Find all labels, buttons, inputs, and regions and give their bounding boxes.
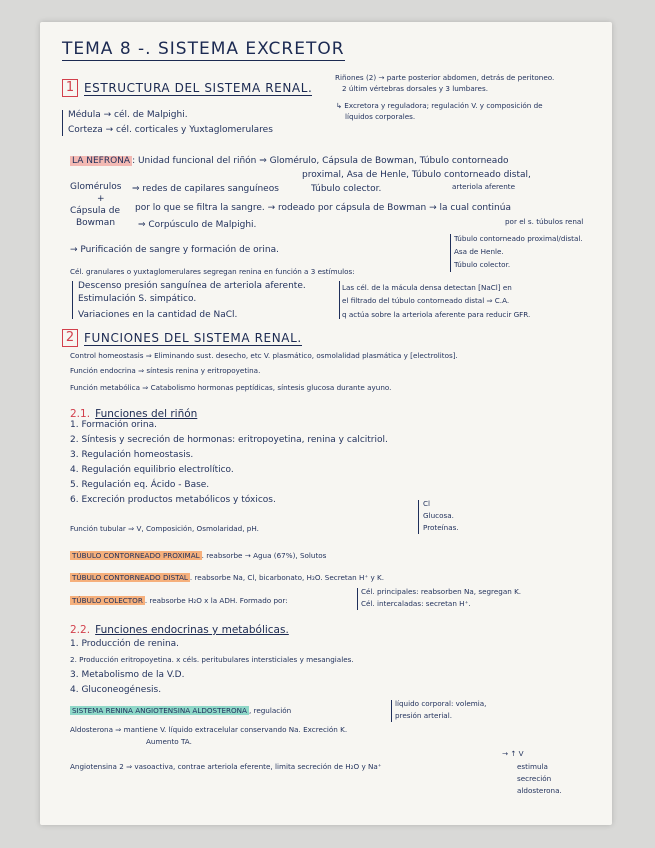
section-heading: FUNCIONES DEL SISTEMA RENAL. — [84, 331, 302, 345]
endo-item: 4. Gluconeogénesis. — [70, 685, 162, 695]
filtra-line: por lo que se filtra la sangre. → rodeado por cápsula de Bowman → la cual continúa — [135, 203, 511, 213]
tc-note-2: Cél. intercaladas: secretan H⁺. — [361, 599, 471, 608]
estimulo-item: Estimulación S. simpático. — [78, 294, 197, 304]
tcd-label: TÚBULO CONTORNEADO DISTAL — [72, 573, 188, 582]
tubular-item: Proteínas. — [423, 523, 459, 532]
macula-note-2: el filtrado del túbulo contorneado distal ⇒ C.A. — [342, 296, 510, 305]
tc-label: TÚBULO COLECTOR — [72, 596, 143, 605]
subsection-2-2 — [70, 619, 289, 637]
endo-item: 1. Producción de renina. — [70, 639, 180, 649]
yuxta-line: Cél. granulares o yuxtaglomerulares segregan renina en función a 3 estímulos: — [70, 267, 355, 276]
angio-note: estimula — [517, 762, 548, 771]
tubulo-item: Túbulo colector. — [454, 260, 511, 269]
nefrona-def: : Unidad funcional del riñón ⇒ Glomérulo, Cápsula de Bowman, Túbulo contorneado — [132, 156, 509, 166]
metabolica-line: Función metabólica ⇒ Catabolismo hormonas peptídicas, síntesis glucosa durante ayuno. — [70, 383, 392, 392]
medula-line: Médula → cél. de Malpighi. — [68, 110, 188, 120]
tcp-line — [70, 552, 326, 560]
subsection-number: 2.2. — [70, 624, 91, 636]
nefrona-label: LA NEFRONA — [72, 156, 131, 166]
endo-item: 3. Metabolismo de la V.D. — [70, 670, 185, 680]
tubulo-item: Túbulo contorneado proximal/distal. — [454, 234, 583, 243]
angio-note: aldosterona. — [517, 786, 562, 795]
sraa-note-2: presión arterial. — [395, 711, 452, 720]
section-number-box: 1 — [62, 79, 78, 97]
brace — [450, 234, 451, 272]
funcion-item: 1. Formación orina. — [70, 420, 157, 430]
endo-item: 2. Producción eritropoyetina. x céls. peritubulares intersticiales y mesangiales. — [70, 655, 354, 664]
tubulo-item: Asa de Henle. — [454, 247, 504, 256]
funcion-item: 5. Regulación eq. Ácido - Base. — [70, 480, 210, 490]
brace — [336, 281, 340, 319]
angio-note: → ↑ V — [502, 749, 524, 758]
section-heading: ESTRUCTURA DEL SISTEMA RENAL. — [84, 81, 313, 95]
endocrina-line: Función endocrina ⇒ síntesis renina y eritropoyetina. — [70, 366, 261, 375]
glomerulo-def: ⇒ redes de capilares sanguíneos — [132, 184, 279, 194]
macula-note: Las cél. de la mácula densa detectan [NaCl] en — [342, 283, 512, 292]
rinones-note-2: 2 últim vértebras dorsales y 3 lumbares. — [342, 84, 489, 93]
subsection-2-1 — [70, 403, 197, 421]
funcion-item: 4. Regulación equilibrio electrolítico. — [70, 465, 234, 475]
funcion-item: 2. Síntesis y secreción de hormonas: eritropoyetina, renina y calcitriol. — [70, 435, 388, 445]
subsection-number: 2.1. — [70, 408, 91, 420]
aldosterona-line-2: Aumento TA. — [146, 737, 192, 746]
macula-note-3: q actúa sobre la arteriola aferente para reducir GFR. — [342, 310, 531, 319]
aldosterona-line: Aldosterona ⇒ mantiene V. líquido extracelular conservando Na. Excreción K. — [70, 725, 348, 734]
section-1-header — [62, 78, 312, 97]
excretora-note-2: líquidos corporales. — [345, 112, 416, 121]
sraa-line — [70, 707, 291, 715]
section-number-box: 2 — [62, 329, 78, 347]
estimulo-item: Descenso presión sanguínea de arteriola aferente. — [78, 281, 306, 291]
page-title: TEMA 8 -. SISTEMA EXCRETOR — [62, 39, 345, 59]
tc-note: Cél. principales: reabsorben Na, segregan K. — [361, 587, 522, 596]
subsection-title: Funciones endocrinas y metabólicas. — [95, 624, 289, 636]
tubular-item: Cl — [423, 499, 431, 508]
plus-sign: + — [97, 194, 105, 204]
nefrona-def-2: proximal, Asa de Henle, Túbulo contorneado distal, — [302, 170, 531, 180]
sraa-text: , regulación — [248, 706, 292, 715]
nefrona-line — [70, 156, 509, 166]
tcd-text: . reabsorbe Na, Cl, bicarbonato, H₂O. Secretan H⁺ y K. — [189, 573, 385, 582]
capsula-label: Cápsula de — [70, 206, 121, 216]
tcp-text: . reabsorbe → Agua (67%), Solutos — [201, 551, 327, 560]
tubular-item: Glucosa. — [423, 511, 454, 520]
sraa-note: líquido corporal: volemia, — [395, 699, 487, 708]
brace — [72, 281, 73, 319]
filtra-line-2: por el s. túbulos renal — [505, 217, 584, 226]
sraa-label: SISTEMA RENINA ANGIOTENSINA ALDOSTERONA — [72, 706, 247, 715]
funcion-item: 6. Excreción productos metabólicos y tóxicos. — [70, 495, 276, 505]
excretora-note: ↳ Excretora y reguladora; regulación V. y composición de — [336, 101, 543, 110]
tcp-label: TÚBULO CONTORNEADO PROXIMAL — [72, 551, 200, 560]
brace — [391, 700, 392, 722]
brace — [418, 500, 419, 534]
glomerulo-label: Glomérulos — [70, 182, 122, 192]
angiotensina-line: Angiotensina 2 ⇒ vasoactiva, contrae arteriola eferente, limita secreción de H₂O y Na⁺ — [70, 762, 382, 771]
brace — [62, 110, 63, 136]
control-line: Control homeostasis ⇒ Eliminando sust. desecho, etc V. plasmático, osmolalidad plasmática y [electrolitos]. — [70, 351, 458, 360]
corteza-line: Corteza → cél. corticales y Yuxtaglomerulares — [68, 125, 273, 135]
arteriola-note: arteriola aferente — [452, 182, 516, 191]
tc-line — [70, 597, 288, 605]
corpusculo-line: ⇒ Corpúsculo de Malpighi. — [138, 220, 257, 230]
rinones-note: Riñones (2) → parte posterior abdomen, detrás de peritoneo. — [335, 73, 555, 82]
brace — [357, 588, 358, 610]
nefrona-def-3: Túbulo colector. — [311, 184, 382, 194]
section-2-header — [62, 328, 302, 347]
tubular-line: Función tubular ⇒ V, Composición, Osmolaridad, pH. — [70, 524, 259, 533]
subsection-title: Funciones del riñón — [95, 408, 198, 420]
tcd-line — [70, 574, 384, 582]
tc-text: . reabsorbe H₂O x la ADH. Formado por: — [144, 596, 288, 605]
funcion-item: 3. Regulación homeostasis. — [70, 450, 194, 460]
purificacion-line: → Purificación de sangre y formación de orina. — [70, 245, 279, 255]
estimulo-item: Variaciones en la cantidad de NaCl. — [78, 310, 238, 320]
notebook-page — [40, 22, 612, 825]
capsula-label-2: Bowman — [76, 218, 116, 228]
angio-note: secreción — [517, 774, 552, 783]
